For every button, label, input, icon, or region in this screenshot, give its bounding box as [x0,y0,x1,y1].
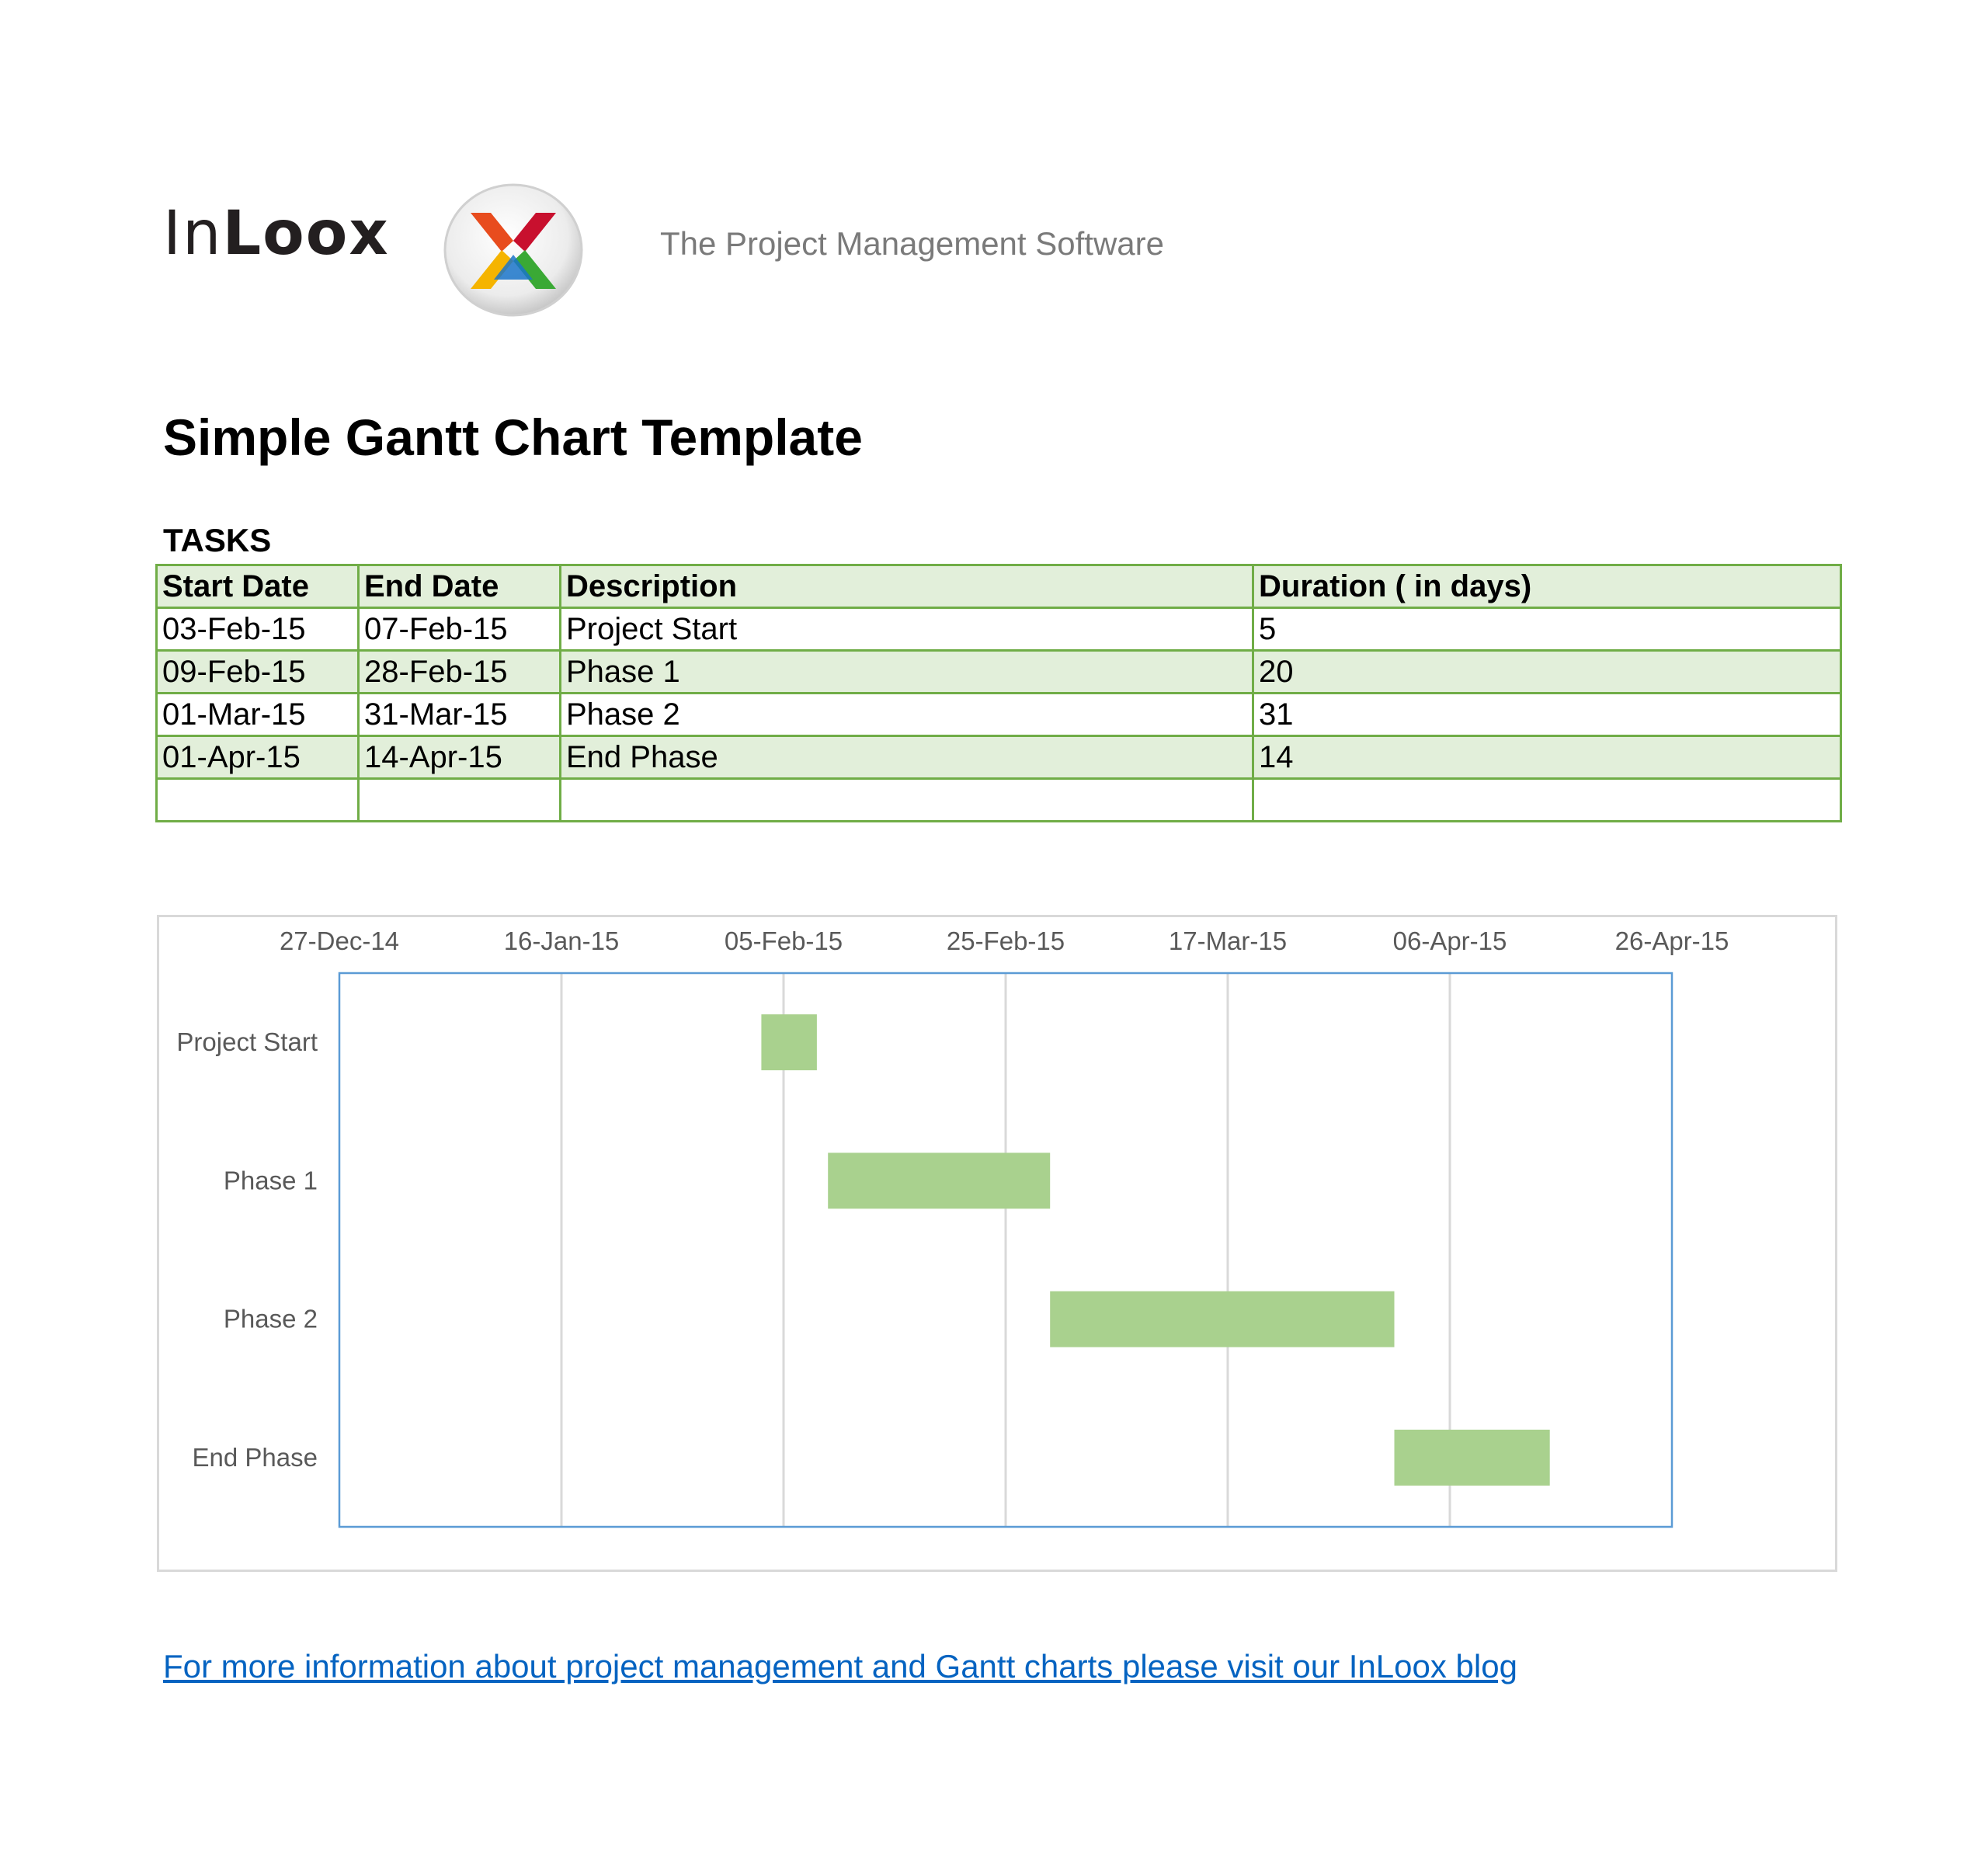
cell-end-date[interactable] [359,779,561,822]
cell-duration[interactable]: 31 [1253,694,1841,736]
gantt-bar [1050,1292,1394,1347]
x-tick-label: 17-Mar-15 [1168,927,1288,955]
gantt-bar [761,1014,817,1070]
gantt-chart [159,917,1835,1570]
cell-description[interactable]: Project Start [561,608,1253,651]
x-tick-label: 16-Jan-15 [503,927,620,955]
x-tick-label: 26-Apr-15 [1614,927,1729,955]
x-tick-label: 05-Feb-15 [724,927,843,955]
cell-end-date[interactable]: 07-Feb-15 [359,608,561,651]
cell-duration[interactable] [1253,779,1841,822]
tasks-heading: TASKS [163,522,272,558]
table-row [157,608,1841,651]
page-title: Simple Gantt Chart Template [163,409,863,466]
table-row [157,694,1841,736]
gantt-bar [828,1153,1050,1208]
table-row-empty [157,779,1841,822]
cell-duration[interactable]: 20 [1253,651,1841,694]
inloox-logo-text: InLoox [163,199,390,269]
tagline: The Project Management Software [660,225,1164,262]
cell-start-date[interactable]: 03-Feb-15 [157,608,359,651]
gantt-chart-frame[interactable] [157,915,1837,1572]
cell-start-date[interactable]: 01-Mar-15 [157,694,359,736]
column-header-end-date: End Date [359,565,561,608]
category-label: Phase 2 [223,1304,318,1333]
cell-description[interactable]: End Phase [561,736,1253,779]
cell-description[interactable] [561,779,1253,822]
gantt-bar [1395,1430,1550,1486]
inloox-blog-link[interactable]: For more information about project management and Gantt charts please visit our InLoox blog [163,1648,1517,1684]
cell-duration[interactable]: 5 [1253,608,1841,651]
cell-start-date[interactable]: 01-Apr-15 [157,736,359,779]
x-tick-label: 06-Apr-15 [1392,927,1507,955]
cell-end-date[interactable]: 14-Apr-15 [359,736,561,779]
cell-description[interactable]: Phase 2 [561,694,1253,736]
cell-duration[interactable]: 14 [1253,736,1841,779]
x-tick-label: 25-Feb-15 [946,927,1065,955]
cell-end-date[interactable]: 28-Feb-15 [359,651,561,694]
table-row [157,651,1841,694]
category-label: Project Start [176,1027,318,1057]
column-header-description: Description [561,565,1253,608]
inloox-x-emblem-icon [440,180,587,320]
x-tick-label: 27-Dec-14 [279,927,400,955]
cell-start-date[interactable] [157,779,359,822]
table-header-row [157,565,1841,608]
column-header-start-date: Start Date [157,565,359,608]
column-header-duration: Duration ( in days) [1253,565,1841,608]
category-label: Phase 1 [223,1166,318,1195]
cell-end-date[interactable]: 31-Mar-15 [359,694,561,736]
cell-description[interactable]: Phase 1 [561,651,1253,694]
category-label: End Phase [192,1442,318,1472]
table-row [157,736,1841,779]
cell-start-date[interactable]: 09-Feb-15 [157,651,359,694]
tasks-table [155,564,1842,822]
